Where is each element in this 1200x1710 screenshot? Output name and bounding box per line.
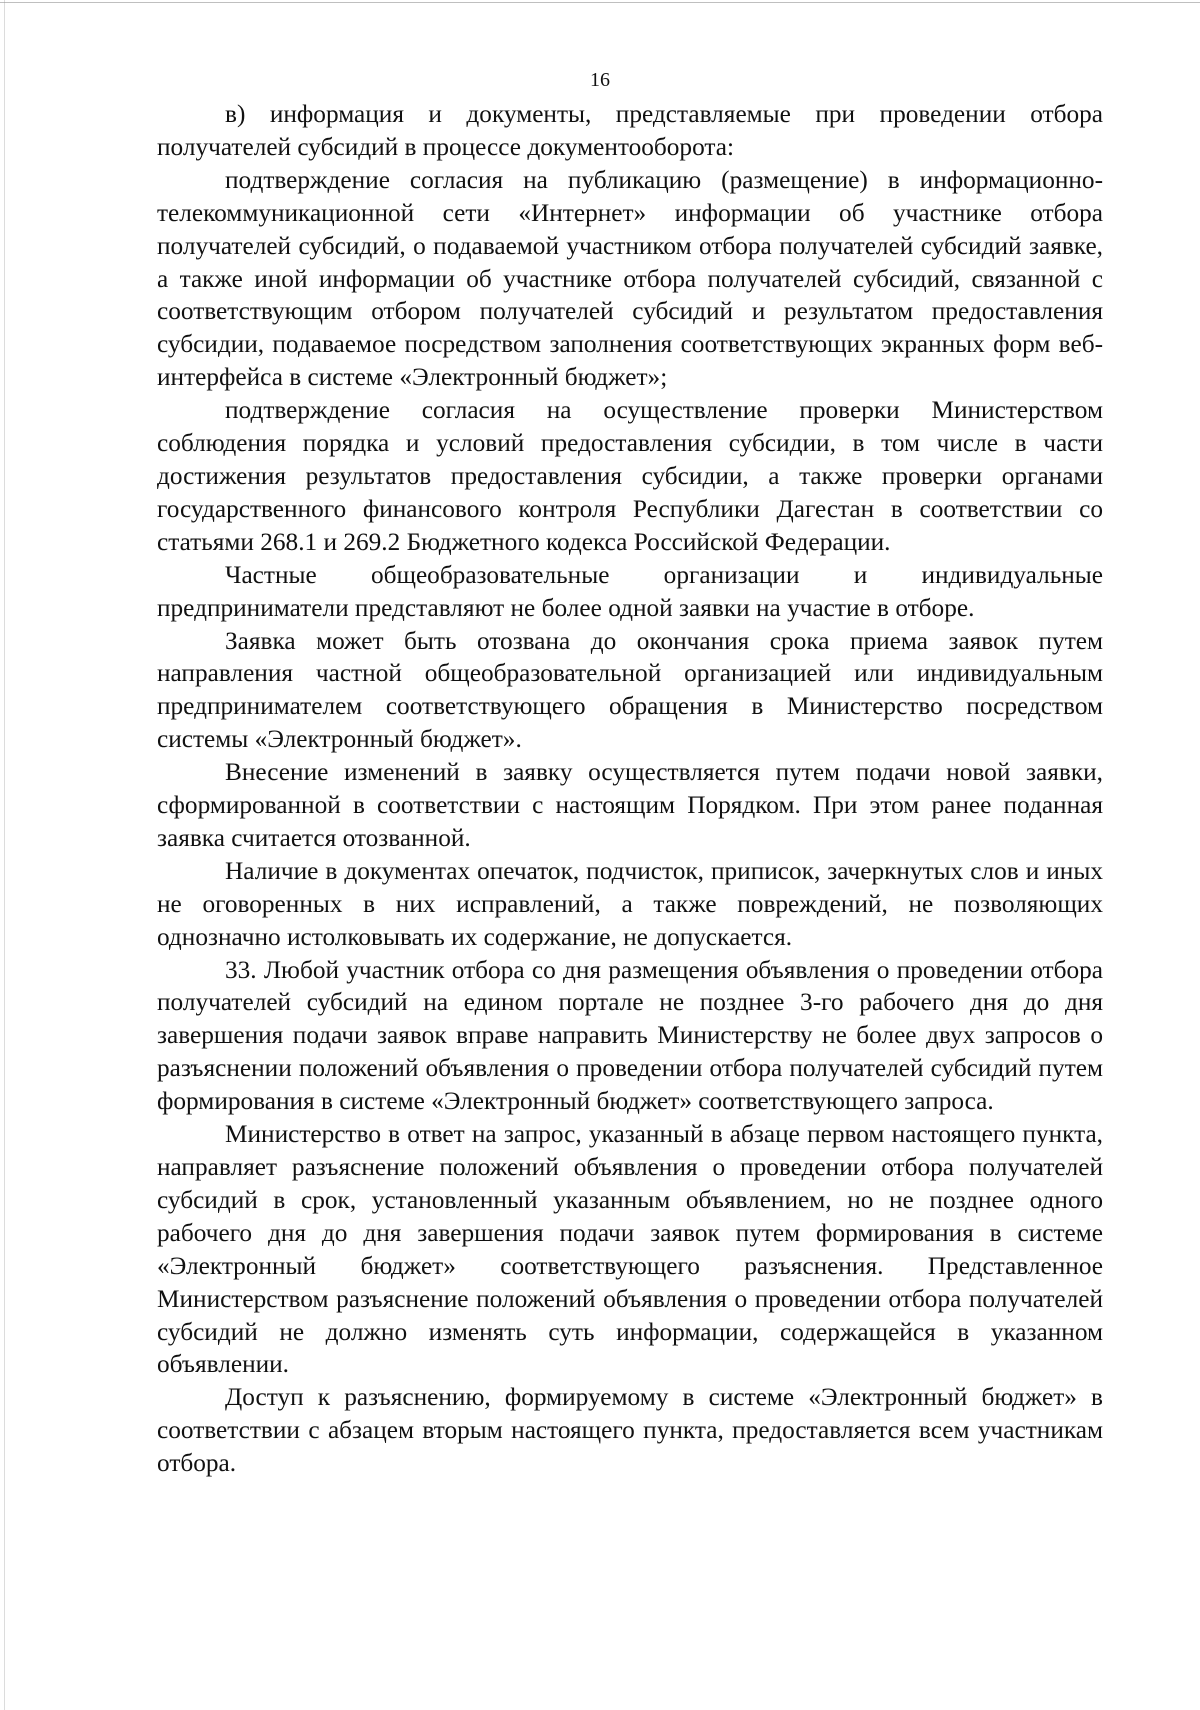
paragraph-access: Доступ к разъяснению, формируемому в системе «Электронный бюджет» в соответствии с абзацем вторым настоящего пункта, предоставляется всем участникам отбора. xyxy=(157,1383,1103,1478)
scan-edge-left xyxy=(4,0,5,1710)
paragraph-one-application: Частные общеобразовательные организации и индивидуальные предприниматели представляют не более одной заявки на участие в отборе. xyxy=(157,560,1103,622)
paragraph-consent-publication: подтверждение согласия на публикацию (размещение) в информационно-телекоммуникационной сети «Интернет» информации об участнике отбора получателей субсидий, о подаваемой участником отбора получателей субсидий заявке, а также иной информации об участнике отбора получателей субсидий, связанной с соответствующим отбором получателей субсидий и результатом предоставления субсидии, подаваемое посредством заполнения соответствующих экранных форм веб-интерфейса в системе «Электронный бюджет»; xyxy=(157,165,1103,392)
paragraph-withdrawal: Заявка может быть отозвана до окончания срока приема заявок путем направления частной общеобразовательной организацией или индивидуальным предпринимателем соответствующего обращения в Министерство посредством системы «Электронный бюджет». xyxy=(157,626,1103,754)
paragraph-changes: Внесение изменений в заявку осуществляется путем подачи новой заявки, сформированной в соответствии с настоящим Порядком. При этом ранее поданная заявка считается отозванной. xyxy=(157,758,1103,852)
paragraph-ministry-response: Министерство в ответ на запрос, указанный в абзаце первом настоящего пункта, направляет разъяснение положений объявления о проведении отбора получателей субсидий в срок, установленный указанным объявлением, но не позднее одного рабочего дня до дня завершения подачи заявок путем формирования в системе «Электронный бюджет» соответствующего разъяснения. Представленное Министерством разъяснение положений объявления о проведении отбора получателей субсидий не должно изменять суть информации, содержащейся в указанном объявлении. xyxy=(157,1120,1103,1379)
paragraph-typos: Наличие в документах опечаток, подчисток, приписок, зачеркнутых слов и иных не оговоренных в них исправлений, а также повреждений, не позволяющих однозначно истолковывать их содержание, не допускается. xyxy=(157,856,1103,951)
scan-edge-top xyxy=(0,2,1200,3)
document-body xyxy=(157,98,1103,1480)
paragraph-info-documents: в) информация и документы, представляемые при проведении отбора получателей субсидий в процессе документооборота: xyxy=(157,100,1103,161)
paragraph-consent-inspection: подтверждение согласия на осуществление проверки Министерством соблюдения порядка и условий предоставления субсидии, в том числе в части достижения результатов предоставления субсидии, а также проверки органами государственного финансового контроля Республики Дагестан в соответствии со статьями 268.1 и 269.2 Бюджетного кодекса Российской Федерации. xyxy=(157,396,1103,556)
page-number: 16 xyxy=(590,69,610,91)
paragraph-clause-33: 33. Любой участник отбора со дня размещения объявления о проведении отбора получателей субсидий на едином портале не позднее 3-го рабочего дня до дня завершения подачи заявок вправе направить Министерству не более двух запросов о разъяснении положений объявления о проведении отбора получателей субсидий путем формирования в системе «Электронный бюджет» соответствующего запроса. xyxy=(157,955,1103,1116)
